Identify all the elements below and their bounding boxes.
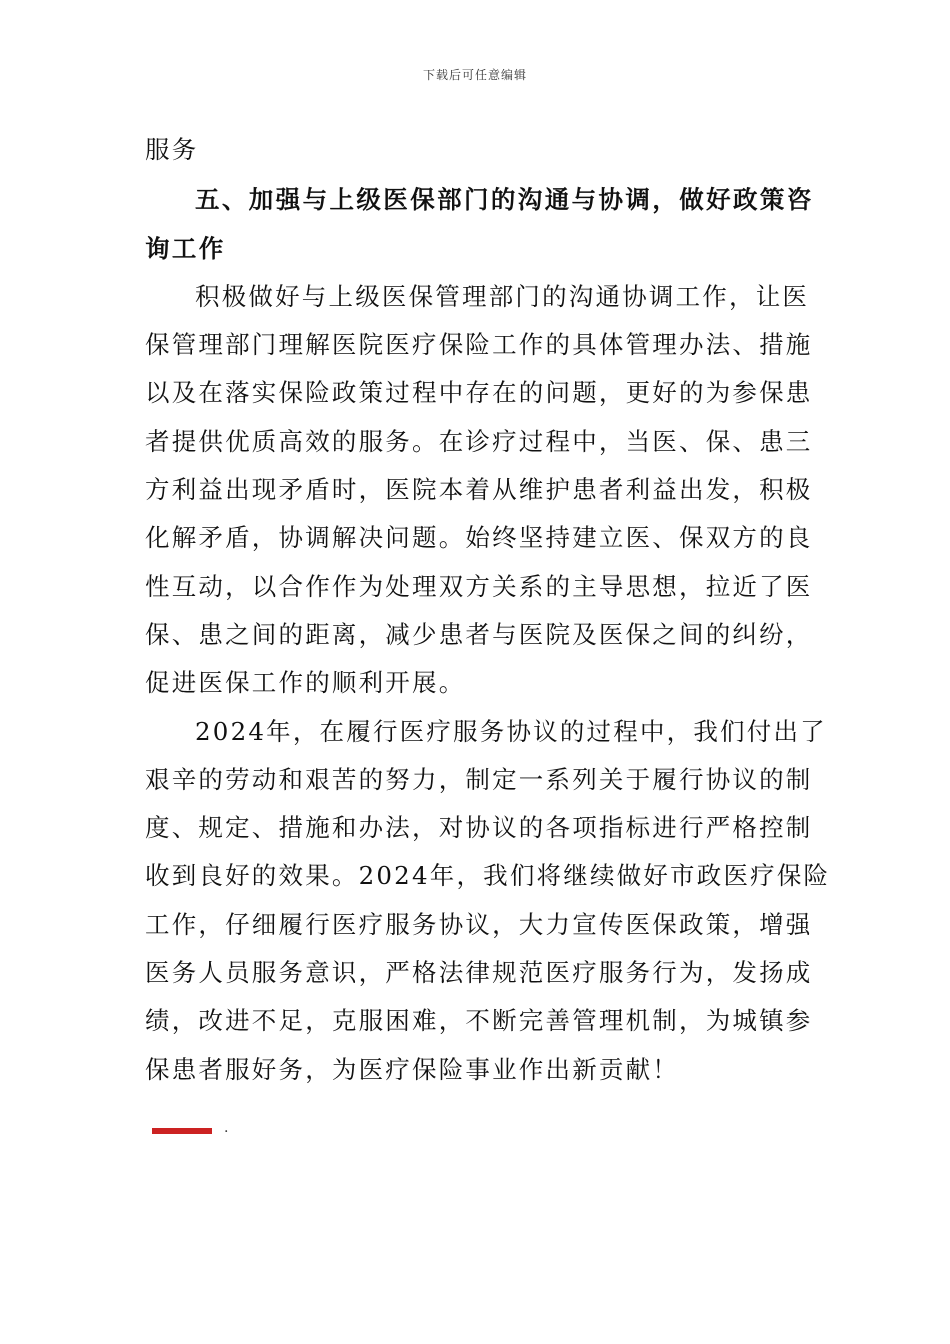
section-heading-line: 询工作: [145, 233, 226, 263]
paragraph-line: 化解矛盾，协调解决问题。始终坚持建立医、保双方的良: [145, 523, 813, 553]
paragraph-line: 以及在落实保险政策过程中存在的问题，更好的为参保患: [145, 378, 813, 408]
footer-red-bar: [152, 1128, 212, 1134]
footer-dot: .: [224, 1120, 229, 1136]
body-line: 服务: [145, 135, 199, 164]
paragraph-line: 者提供优质高效的服务。在诊疗过程中，当医、保、患三: [145, 426, 813, 456]
paragraph-line: 性互动，以合作作为处理双方关系的主导思想，拉近了医: [145, 571, 813, 601]
paragraph-line: 医务人员服务意识，严格法律规范医疗服务行为，发扬成: [145, 958, 813, 988]
paragraph-line: 度、规定、措施和办法，对协议的各项指标进行严格控制: [145, 813, 813, 843]
paragraph-line: 2024年，在履行医疗服务协议的过程中，我们付出了: [195, 716, 827, 746]
paragraph-line: 保患者服好务，为医疗保险事业作出新贡献！: [145, 1054, 679, 1084]
paragraph-line: 促进医保工作的顺利开展。: [145, 668, 466, 698]
paragraph-line: 保、患之间的距离，减少患者与医院及医保之间的纠纷，: [145, 619, 813, 649]
paragraph-line: 保管理部门理解医院医疗保险工作的具体管理办法、措施: [145, 330, 813, 360]
paragraph-line: 艰辛的劳动和艰苦的努力，制定一系列关于履行协议的制: [145, 764, 813, 794]
paragraph-line: 积极做好与上级医保管理部门的沟通协调工作，让医: [195, 281, 810, 311]
header-note: 下载后可任意编辑: [422, 68, 527, 82]
paragraph-line: 工作，仔细履行医疗服务协议，大力宣传医保政策，增强: [145, 909, 813, 939]
paragraph-line: 方利益出现矛盾时，医院本着从维护患者利益出发，积极: [145, 475, 813, 505]
section-heading-line: 五、加强与上级医保部门的沟通与协调，做好政策咨: [195, 185, 814, 215]
paragraph-line: 绩，改进不足，克服困难，不断完善管理机制，为城镇参: [145, 1006, 813, 1036]
paragraph-line: 收到良好的效果。2024年，我们将继续做好市政医疗保险: [145, 861, 831, 891]
document-body: [145, 126, 831, 1094]
